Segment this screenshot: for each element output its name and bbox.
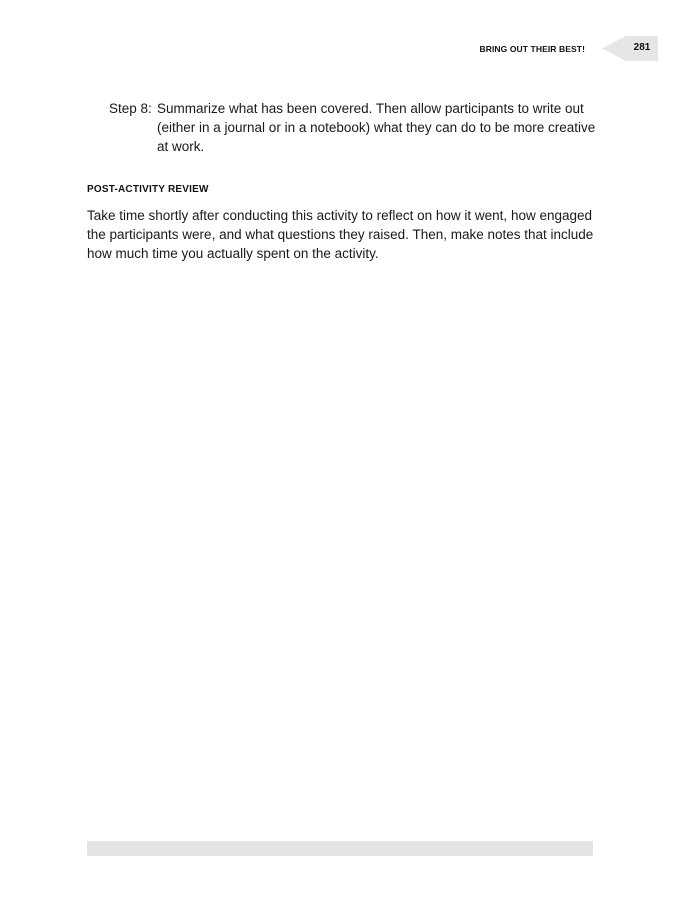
step-label: Step 8: [109,101,152,116]
body-paragraph: Take time shortly after conducting this activity to reflect on how it went, how engaged the participants were, and what questions they raised. Then, make notes that include how much time you actually spent on the activity. [87,208,594,261]
step-item [109,99,609,156]
section-heading: POST-ACTIVITY REVIEW [87,184,209,195]
page-number: 281 [633,42,651,53]
step-text: Summarize what has been covered. Then allow participants to write out (either in a journal or in a notebook) what they can do to be more creative at work. [157,101,596,154]
footer-bar [87,841,593,856]
running-head: BRING OUT THEIR BEST! [479,44,585,54]
